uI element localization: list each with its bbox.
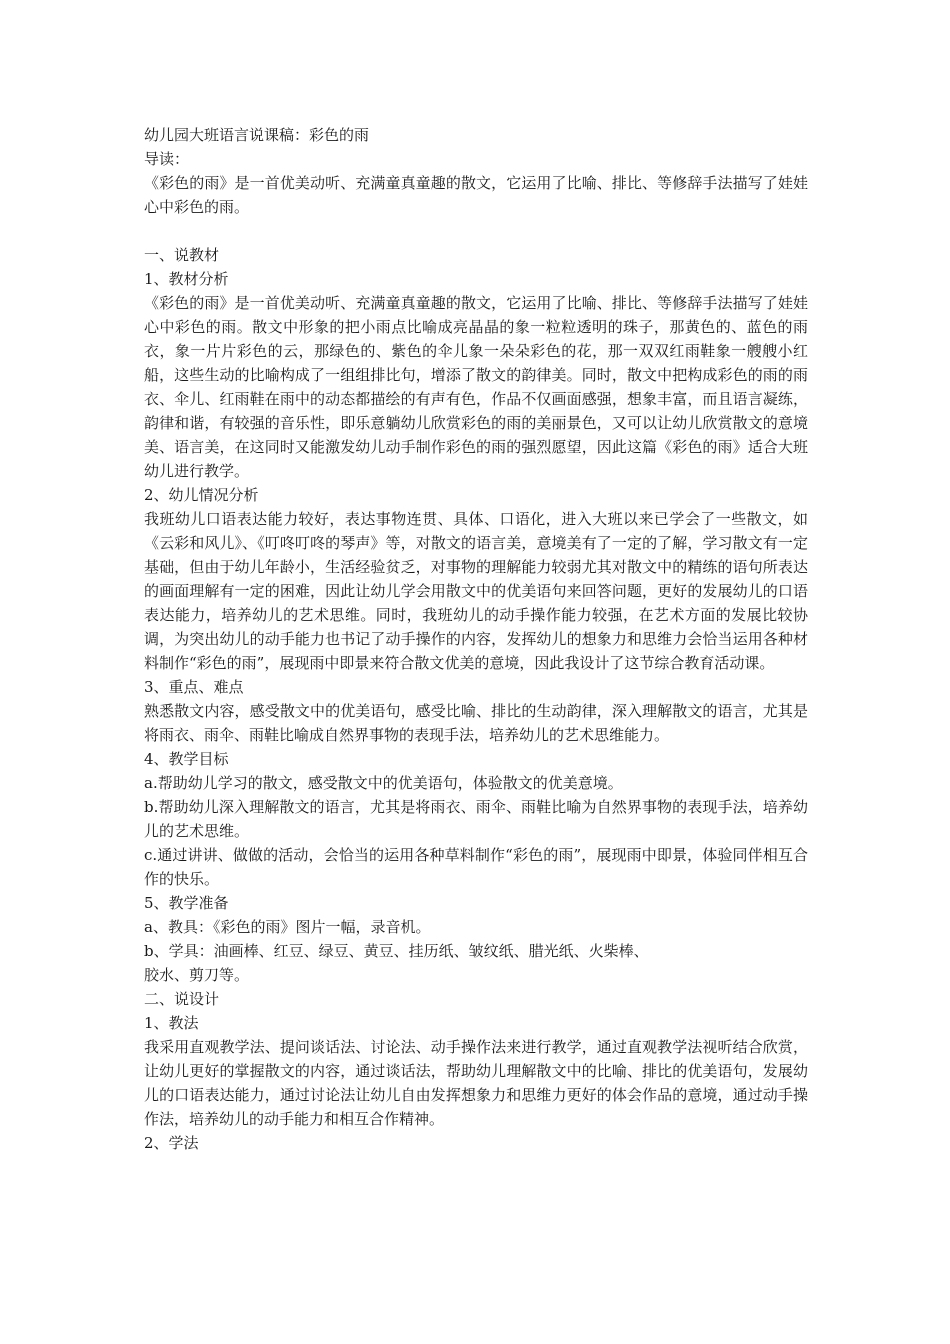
- document-title: 幼儿园大班语言说课稿：彩色的雨: [144, 126, 370, 144]
- section-heading-design: 二、说设计: [144, 990, 220, 1008]
- subheading-children-analysis: 2、幼儿情况分析: [144, 486, 259, 504]
- blank-line: [144, 219, 808, 243]
- subheading-teaching-preparation: 5、教学准备: [144, 894, 229, 912]
- goal-item-b: b.帮助幼儿深入理解散文的语言，尤其是将雨衣、雨伞、雨鞋比喻为自然界事物的表现手法，培养幼儿的艺术思维。: [144, 798, 808, 840]
- goal-item-a: a.帮助幼儿学习的散文，感受散文中的优美语句，体验散文的优美意境。: [144, 774, 623, 792]
- subheading-learning-method: 2、学法: [144, 1134, 199, 1152]
- subheading-key-points: 3、重点、难点: [144, 678, 244, 696]
- section-heading-teaching-material: 一、说教材: [144, 246, 220, 264]
- paragraph-children-analysis: 我班幼儿口语表达能力较好，表达事物连贯、具体、口语化，进入大班以来已学会了一些散文，如《云彩和风儿》、《叮咚叮咚的琴声》等，对散文的语言美，意境美有了一定的了解，学习散文有一定基础，但由于幼儿年龄小，生活经验贫乏，对事物的理解能力较弱尤其对散文中的精练的语句所表达的画面理解有一定的困难，因此让幼儿学会用散文中的优美语句来回答问题，更好的发展幼儿的口语表达能力，培养幼儿的艺术思维。同时，我班幼儿的动手操作能力较强，在艺术方面的发展比较协调，为突出幼儿的动手能力也书记了动手操作的内容，发挥幼儿的想象力和思维力会恰当运用各种材料制作“彩色的雨”，展现雨中即景来符合散文优美的意境，因此我设计了这节综合教育活动课。: [144, 510, 808, 672]
- intro-label: 导读：: [144, 150, 190, 168]
- goal-item-c: c.通过讲讲、做做的活动，会恰当的运用各种草料制作“彩色的雨”，展现雨中即景，体验同伴相互合作的快乐。: [144, 846, 808, 888]
- preparation-item-b-line1: b、学具：油画棒、红豆、绿豆、黄豆、挂历纸、皱纹纸、腊光纸、火柴棒、: [144, 942, 649, 960]
- preparation-item-a: a、教具：《彩色的雨》图片一幅，录音机。: [144, 918, 431, 936]
- paragraph-key-points: 熟悉散文内容，感受散文中的优美语句，感受比喻、排比的生动韵律，深入理解散文的语言，尤其是将雨衣、雨伞、雨鞋比喻成自然界事物的表现手法，培养幼儿的艺术思维能力。: [144, 702, 808, 744]
- document-body: [144, 123, 808, 1155]
- subheading-material-analysis: 1、教材分析: [144, 270, 229, 288]
- preparation-item-b-line2: 胶水、剪刀等。: [144, 966, 250, 984]
- subheading-teaching-goals: 4、教学目标: [144, 750, 229, 768]
- paragraph-material-analysis: 《彩色的雨》是一首优美动听、充满童真童趣的散文，它运用了比喻、排比、等修辞手法描写了娃娃心中彩色的雨。散文中形象的把小雨点比喻成亮晶晶的象一粒粒透明的珠子，那黄色的、蓝色的雨衣，象一片片彩色的云，那绿色的、紫色的伞儿象一朵朵彩色的花，那一双双红雨鞋象一艘艘小红船，这些生动的比喻构成了一组组排比句，增添了散文的韵律美。同时，散文中把构成彩色的雨的雨衣、伞儿、红雨鞋在雨中的动态都描绘的有声有色，作品不仅画面感强，想象丰富，而且语言凝练，韵律和谐，有较强的音乐性，即乐意躺幼儿欣赏彩色的雨的美丽景色，又可以让幼儿欣赏散文的意境美、语言美，在这同时又能激发幼儿动手制作彩色的雨的强烈愿望，因此这篇《彩色的雨》适合大班幼儿进行教学。: [144, 294, 808, 480]
- intro-paragraph: 《彩色的雨》是一首优美动听、充满童真童趣的散文，它运用了比喻、排比、等修辞手法描写了娃娃心中彩色的雨。: [144, 174, 808, 216]
- subheading-teaching-method: 1、教法: [144, 1014, 199, 1032]
- paragraph-teaching-method: 我采用直观教学法、提问谈话法、讨论法、动手操作法来进行教学，通过直观教学法视听结合欣赏，让幼儿更好的掌握散文的内容，通过谈话法，帮助幼儿理解散文中的比喻、排比的优美语句，发展幼儿的口语表达能力，通过讨论法让幼儿自由发挥想象力和思维力更好的体会作品的意境，通过动手操作法，培养幼儿的动手能力和相互合作精神。: [144, 1038, 808, 1128]
